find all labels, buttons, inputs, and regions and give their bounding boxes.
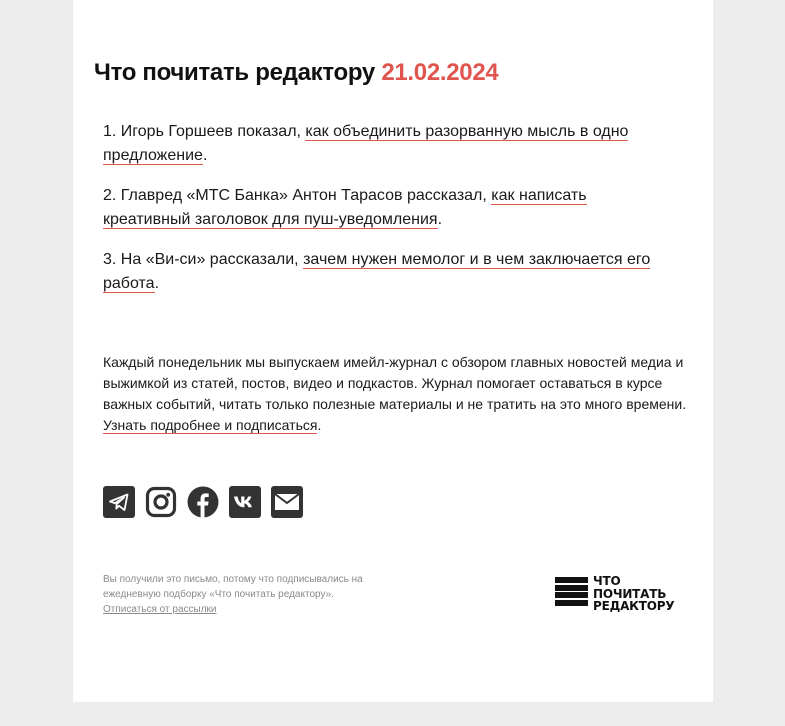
item-end: . <box>202 147 208 164</box>
logo-wordmark <box>593 575 674 613</box>
logo-line: ЧТО <box>593 574 621 588</box>
logo-line: ПОЧИТАТЬ <box>593 586 667 601</box>
item-end: . <box>437 211 443 228</box>
brand-logo <box>555 575 685 613</box>
description-text: Каждый понедельник мы выпускаем имейл-журнал с обзором главных новостей медиа и выжимкой из статей, постов, видео и подкастов. Журнал помогает оставаться в курсе важных событий, читать только полезные материалы и не тратить на это много времени. <box>103 354 687 412</box>
telegram-icon[interactable] <box>103 486 135 518</box>
email-card <box>73 0 713 702</box>
issue-date: 21.02.2024 <box>381 59 499 86</box>
list-item <box>103 248 663 296</box>
item-intro: 1. Игорь Горшеев показал, <box>103 123 306 140</box>
article-list <box>103 120 663 312</box>
item-end: . <box>154 275 160 292</box>
vk-icon[interactable] <box>229 486 261 518</box>
item-intro: 3. На «Ви-си» рассказали, <box>103 251 304 268</box>
page-title <box>94 58 498 88</box>
email-icon[interactable] <box>271 486 303 518</box>
unsubscribe-link[interactable]: Отписаться от рассылки <box>103 604 217 615</box>
description-end: . <box>317 417 322 433</box>
footer-note <box>103 572 383 617</box>
logo-bars-icon <box>555 577 588 611</box>
article-link[interactable]: зачем нужен мемолог и в чем заключается его работа <box>103 251 651 292</box>
facebook-icon[interactable] <box>187 486 219 518</box>
item-intro: 2. Главред «МТС Банка» Антон Тарасов рассказал, <box>103 187 492 204</box>
footer-text: Вы получили это письмо, потому что подписывались на ежедневную подборку «Что почитать редактору». <box>103 574 363 600</box>
list-item <box>103 184 663 232</box>
title-text: Что почитать редактору <box>94 59 375 86</box>
social-links <box>103 486 303 518</box>
article-link[interactable]: как объединить разорванную мысль в одно предложение <box>103 123 629 164</box>
article-link[interactable]: как написать креативный заголовок для пуш-уведомления <box>103 187 587 228</box>
newsletter-description <box>103 352 688 436</box>
subscribe-link[interactable]: Узнать подробнее и подписаться <box>103 417 318 433</box>
list-item <box>103 120 663 168</box>
instagram-icon[interactable] <box>145 486 177 518</box>
logo-line: РЕДАКТОРУ <box>593 599 675 613</box>
